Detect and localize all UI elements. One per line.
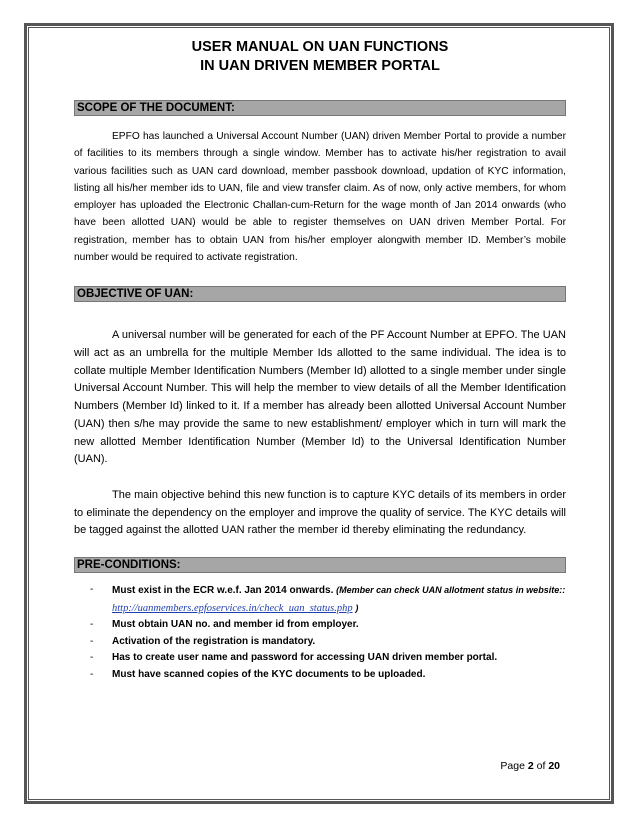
title-line-2: IN UAN DRIVEN MEMBER PORTAL	[200, 58, 440, 74]
document-title	[74, 38, 566, 76]
list-dash: -	[90, 635, 94, 647]
list-dash: -	[90, 652, 94, 664]
list-item	[74, 667, 566, 684]
list-item	[74, 634, 566, 651]
scope-heading: SCOPE OF THE DOCUMENT:	[74, 100, 566, 116]
page-total: 20	[548, 760, 560, 772]
uan-status-link[interactable]: http://uanmembers.epfoservices.in/check_uan_status.php	[112, 602, 353, 614]
title-line-1: USER MANUAL ON UAN FUNCTIONS	[191, 39, 449, 55]
precondition-text: Must obtain UAN no. and member id from employer.	[112, 619, 359, 631]
page-label: Page	[500, 760, 525, 772]
precondition-text: Must exist in the ECR w.e.f. Jan 2014 onwards.	[112, 585, 334, 597]
list-dash: -	[90, 668, 94, 680]
page-current: 2	[527, 760, 534, 772]
page-of-label: of	[536, 760, 546, 772]
preconditions-heading: PRE-CONDITIONS:	[74, 557, 566, 573]
list-item	[74, 582, 566, 617]
objective-paragraph-2: The main objective behind this new function is to capture KYC details of its members in order to eliminate the dependency on the employer and improve the quality of service. The KYC details will be tagged against the allotted UAN rather the member id thereby eliminating the redundancy.	[74, 489, 566, 537]
list-item	[74, 650, 566, 667]
document-body	[74, 38, 566, 683]
objective-paragraph-1: A universal number will be generated for each of the PF Account Number at EPFO. The UAN will act as an umbrella for the multiple Member Ids allotted to the same individual. The idea is to collate multiple Member Identification Numbers (Member Id) allotted to a single member under single Universal Account Number. This will help the member to view details of all the Member Identification Numbers (Member Id) linked to it. If a member has already been allotted Universal Account Number (UAN) then s/he may provide the same to new establishment/ employer which in turn will mark the new allotted Member Identification Number (Member Id) to the Universal Identification Number (UAN).	[74, 329, 566, 466]
page-number	[430, 760, 560, 772]
scope-paragraph: EPFO has launched a Universal Account Number (UAN) driven Member Portal to provide a number of facilities to its members through a single window. Member has to activate his/her registration to avail various facilities such as UAN card download, member passbook download, updation of KYC information, listing all his/her member ids to UAN, file and view transfer claim. As of now, only active members, for whom employer has uploaded the Electronic Challan-cum-Return for the wage month of Jan 2014 onwards (who have been allotted UAN) would be able to register themselves on UAN driven Member Portal. For registration, member has to obtain UAN from his/her employer alongwith member ID. Member’s mobile number would be required to activate registration.	[74, 131, 566, 264]
list-item	[74, 617, 566, 634]
precondition-note: (Member can check UAN allotment status in website::	[336, 585, 566, 596]
precondition-text: Activation of the registration is mandatory.	[112, 635, 316, 647]
list-dash: -	[90, 619, 94, 631]
list-dash: -	[90, 584, 94, 596]
precondition-text: Must have scanned copies of the KYC documents to be uploaded.	[112, 668, 426, 680]
precondition-note-close: )	[355, 602, 359, 613]
precondition-text: Has to create user name and password for accessing UAN driven member portal.	[112, 652, 498, 664]
objective-heading: OBJECTIVE OF UAN:	[74, 286, 566, 302]
preconditions-list	[74, 582, 566, 683]
